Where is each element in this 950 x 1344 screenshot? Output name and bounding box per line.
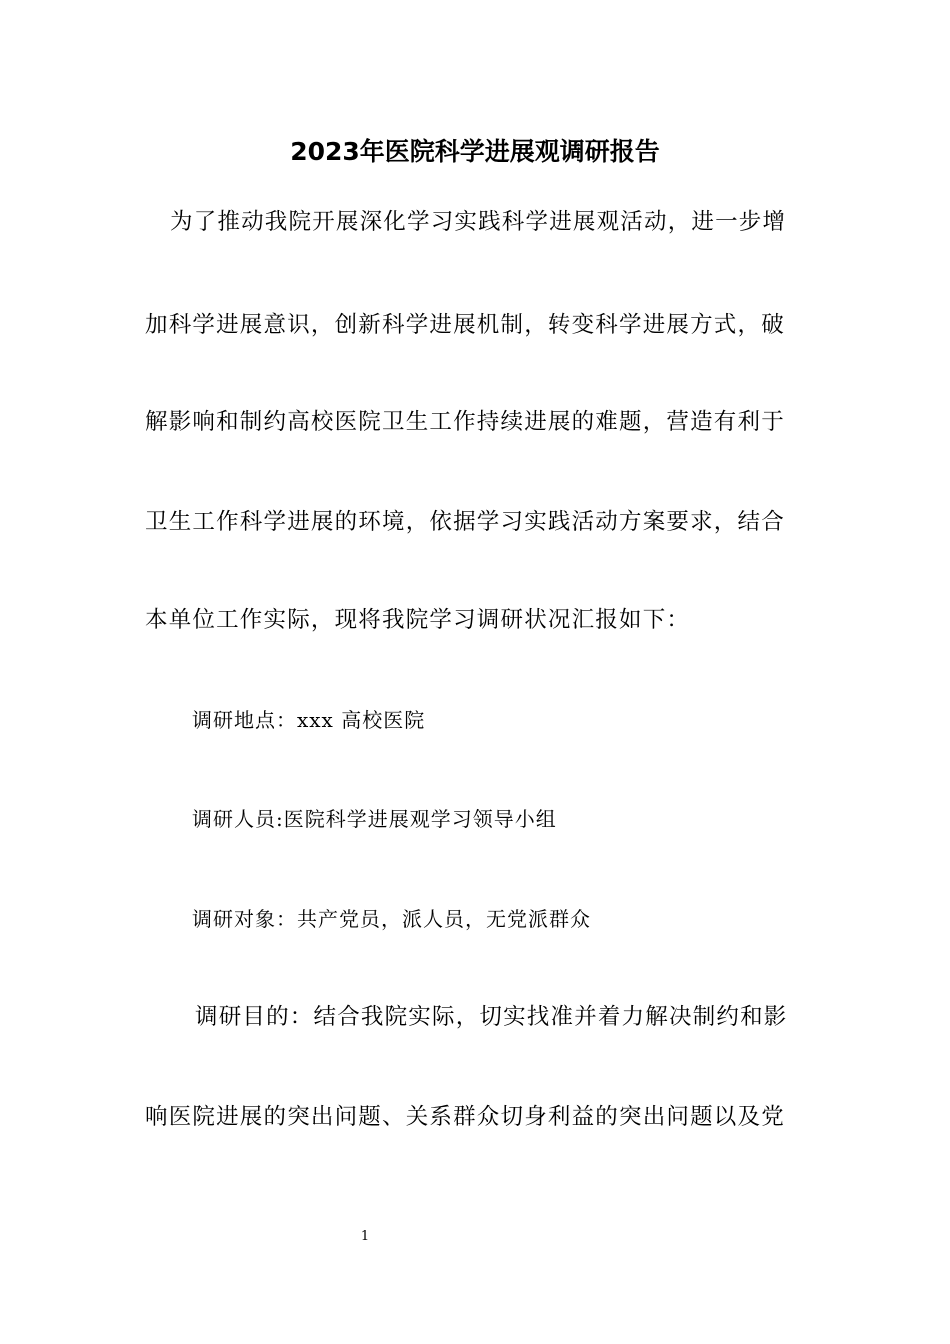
paragraph-line: 调研目的：结合我院实际，切实找准并着力解决制约和影 bbox=[195, 1004, 788, 1030]
paragraph-line: 响医院进展的突出问题、关系群众切身利益的突出问题以及党 bbox=[145, 1104, 785, 1130]
survey-subjects: 调研对象：共产党员，派人员，无党派群众 bbox=[192, 907, 591, 931]
paragraph-line: 加科学进展意识，创新科学进展机制，转变科学进展方式，破 bbox=[145, 312, 785, 338]
survey-location: 调研地点：xxx 高校医院 bbox=[192, 708, 426, 732]
page-number: 1 bbox=[360, 1229, 370, 1244]
paragraph-line: 为了推动我院开展深化学习实践科学进展观活动，进一步增 bbox=[170, 209, 787, 235]
paragraph-line: 本单位工作实际，现将我院学习调研状况汇报如下： bbox=[145, 607, 691, 633]
document-title: 2023年医院科学进展观调研报告 bbox=[290, 137, 660, 166]
paragraph-line: 卫生工作科学进展的环境，依据学习实践活动方案要求，结合 bbox=[145, 509, 785, 535]
survey-personnel: 调研人员:医院科学进展观学习领导小组 bbox=[192, 807, 557, 831]
paragraph-line: 解影响和制约高校医院卫生工作持续进展的难题，营造有利于 bbox=[145, 409, 785, 435]
